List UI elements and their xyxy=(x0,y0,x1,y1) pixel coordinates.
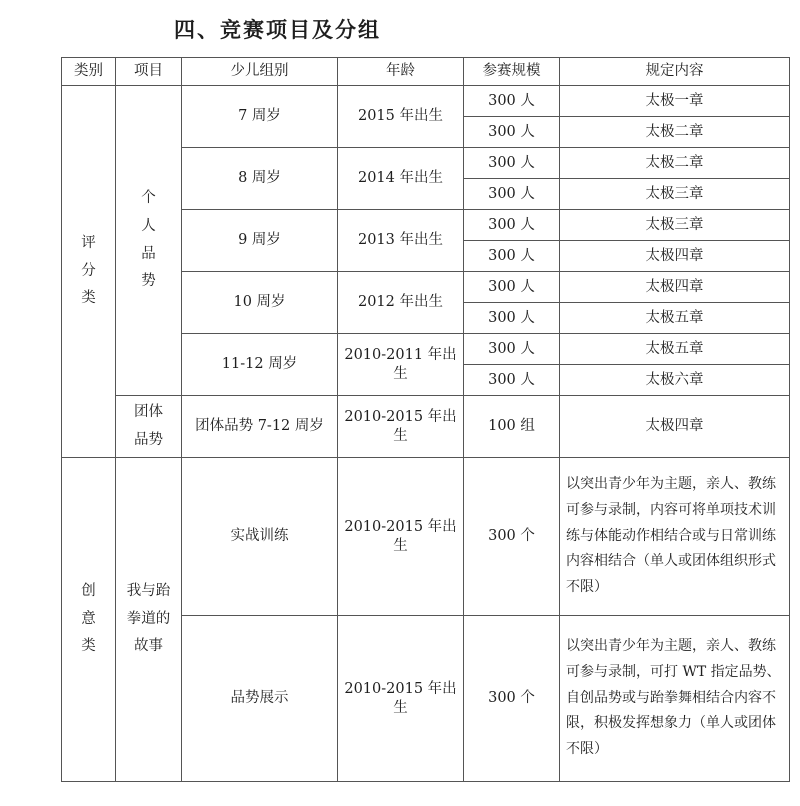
group-cell: 实战训练 xyxy=(182,458,338,616)
category-creative: 创 意 类 xyxy=(62,458,116,782)
scale-cell: 300 人 xyxy=(464,241,560,272)
header-scale: 参赛规模 xyxy=(464,58,560,86)
header-group: 少儿组别 xyxy=(182,58,338,86)
age-cell: 2010-2015 年出生 xyxy=(338,616,464,782)
content-cell: 太极三章 xyxy=(560,210,790,241)
header-row xyxy=(62,58,790,86)
section-title: 四、竞赛项目及分组 xyxy=(174,18,381,42)
age-cell: 2014 年出生 xyxy=(338,148,464,210)
table-row xyxy=(62,86,790,117)
content-cell: 太极四章 xyxy=(560,396,790,458)
project-creative: 我与跆 拳道的 故事 xyxy=(116,458,182,782)
content-cell: 太极五章 xyxy=(560,303,790,334)
project-individual: 个 人 品 势 xyxy=(116,86,182,396)
scale-cell: 300 人 xyxy=(464,179,560,210)
content-cell: 太极一章 xyxy=(560,86,790,117)
scale-cell: 300 人 xyxy=(464,86,560,117)
content-description: 以突出青少年为主题，亲人、教练可参与录制，内容可将单项技术训练与体能动作相结合或与日常训练内容相结合（单人或团体组织形式不限） xyxy=(560,458,790,616)
header-content: 规定内容 xyxy=(560,58,790,86)
scale-cell: 300 个 xyxy=(464,458,560,616)
header-category: 类别 xyxy=(62,58,116,86)
age-cell: 2013 年出生 xyxy=(338,210,464,272)
group-cell: 品势展示 xyxy=(182,616,338,782)
group-cell: 8 周岁 xyxy=(182,148,338,210)
project-team: 团体 品势 xyxy=(116,396,182,458)
content-cell: 太极四章 xyxy=(560,241,790,272)
content-cell: 太极二章 xyxy=(560,117,790,148)
scale-cell: 300 人 xyxy=(464,272,560,303)
scale-cell: 300 人 xyxy=(464,365,560,396)
content-description: 以突出青少年为主题，亲人、教练可参与录制，可打 WT 指定品势、自创品势或与跆拳舞相结合内容不限，积极发挥想象力（单人或团体不限） xyxy=(560,616,790,782)
group-cell: 9 周岁 xyxy=(182,210,338,272)
table-row xyxy=(62,458,790,616)
content-cell: 太极四章 xyxy=(560,272,790,303)
header-age: 年龄 xyxy=(338,58,464,86)
content-cell: 太极三章 xyxy=(560,179,790,210)
content-cell: 太极二章 xyxy=(560,148,790,179)
age-cell: 2010-2015 年出生 xyxy=(338,396,464,458)
scale-cell: 300 人 xyxy=(464,117,560,148)
group-cell: 团体品势 7-12 周岁 xyxy=(182,396,338,458)
table-row xyxy=(62,396,790,427)
scale-cell: 100 组 xyxy=(464,396,560,458)
group-cell: 10 周岁 xyxy=(182,272,338,334)
scale-cell: 300 人 xyxy=(464,303,560,334)
content-cell: 太极六章 xyxy=(560,365,790,396)
scale-cell: 300 人 xyxy=(464,210,560,241)
group-cell: 11-12 周岁 xyxy=(182,334,338,396)
competition-table xyxy=(61,57,790,782)
scale-cell: 300 人 xyxy=(464,334,560,365)
scale-cell: 300 个 xyxy=(464,616,560,782)
age-cell: 2015 年出生 xyxy=(338,86,464,148)
group-cell: 7 周岁 xyxy=(182,86,338,148)
age-cell: 2012 年出生 xyxy=(338,272,464,334)
age-cell: 2010-2015 年出生 xyxy=(338,458,464,616)
header-project: 项目 xyxy=(116,58,182,86)
content-cell: 太极五章 xyxy=(560,334,790,365)
scale-cell: 300 人 xyxy=(464,148,560,179)
category-scored: 评 分 类 xyxy=(62,86,116,458)
age-cell: 2010-2011 年出生 xyxy=(338,334,464,396)
